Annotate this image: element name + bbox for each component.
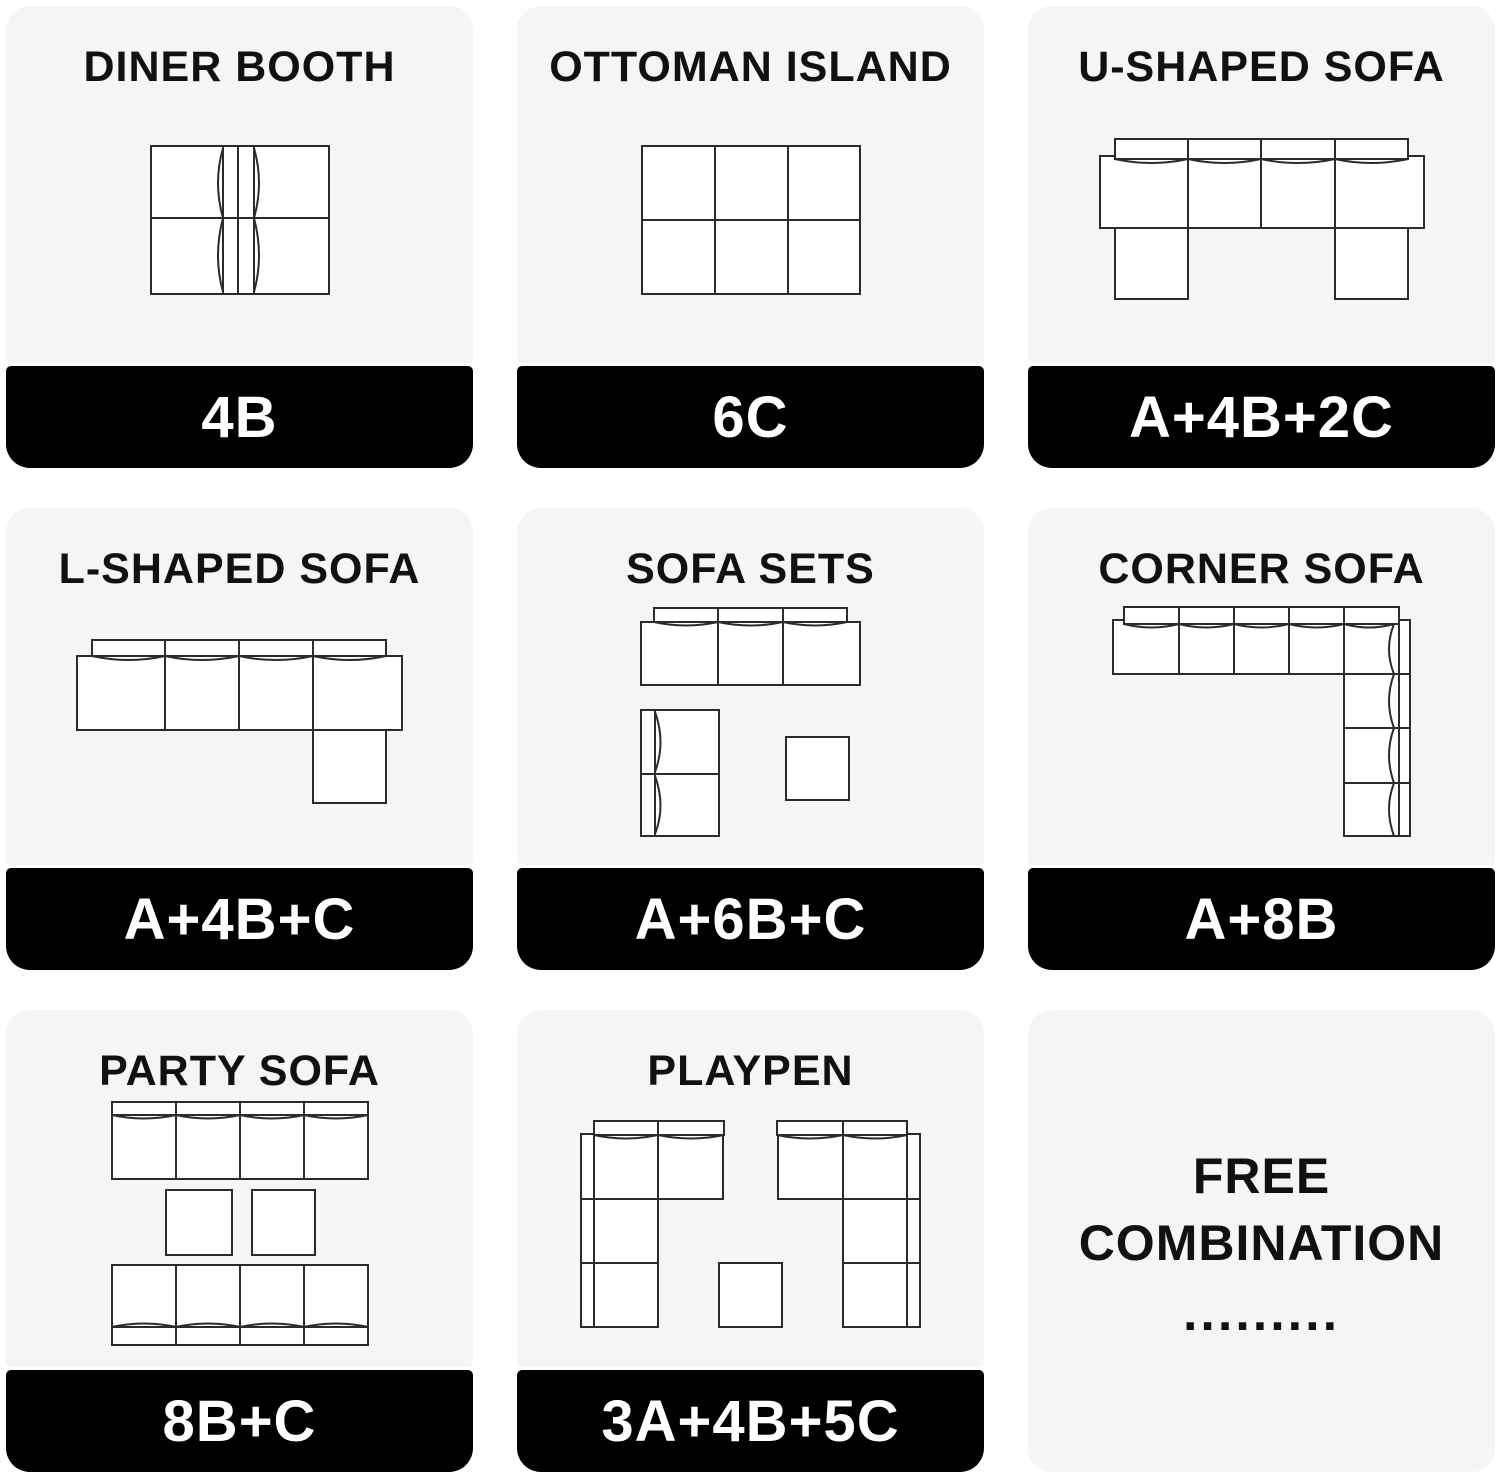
free-combination-dots: ......... [1182,1284,1341,1342]
combination-code-banner [6,1370,473,1472]
card-title: OTTOMAN ISLAND [549,43,952,91]
combination-code-banner [6,868,473,970]
card-body [1028,6,1495,363]
card-body [517,6,984,363]
card-title: CORNER SOFA [1098,545,1425,593]
u-shaped-sofa-diagram [1098,137,1426,302]
card-body [6,508,473,865]
card-title: U-SHAPED SOFA [1078,43,1445,91]
card-party-sofa [6,1010,473,1472]
diagram-wrap [517,594,984,865]
card-body [6,6,473,363]
corner-sofa-diagram [1111,605,1412,838]
combination-code: 6C [712,384,789,450]
combination-code: A+8B [1184,886,1339,952]
card-diner-booth [6,6,473,468]
diner-booth-diagram [149,144,331,296]
card-body [1028,508,1495,865]
combination-code: 3A+4B+5C [601,1388,900,1454]
combination-code: A+6B+C [634,886,867,952]
card-body [6,1010,473,1367]
combination-code-banner [6,366,473,468]
combination-code: A+4B+2C [1129,384,1394,450]
card-title: L-SHAPED SOFA [58,545,421,593]
diagram-wrap [1028,594,1495,865]
sofa-sets-diagram [639,606,862,838]
card-corner-sofa [1028,508,1495,970]
card-l-shaped-sofa [6,508,473,970]
diagram-wrap [6,594,473,865]
diagram-wrap [517,1096,984,1367]
card-ottoman-island [517,6,984,468]
free-combination-line2: COMBINATION [1078,1215,1445,1271]
combination-code-banner [517,868,984,970]
combination-code-banner [1028,366,1495,468]
diagram-wrap [6,92,473,363]
combination-code-banner [1028,868,1495,970]
card-title: DINER BOOTH [83,43,396,91]
card-free-combination [1028,1010,1495,1472]
free-combination-title [1079,1143,1445,1277]
combination-code-banner [517,366,984,468]
card-title: PLAYPEN [647,1047,854,1095]
diagram-wrap [6,1096,473,1367]
diagram-wrap [1028,92,1495,363]
card-playpen [517,1010,984,1472]
card-u-shaped-sofa [1028,6,1495,468]
ottoman-island-diagram [640,144,862,296]
combination-code: A+4B+C [123,886,356,952]
combination-code: 8B+C [162,1388,317,1454]
card-body [517,508,984,865]
party-sofa-diagram [110,1100,370,1347]
playpen-diagram [579,1119,922,1329]
card-title: SOFA SETS [626,545,875,593]
combination-code: 4B [201,384,278,450]
free-combination-line1: FREE [1192,1148,1331,1204]
card-sofa-sets [517,508,984,970]
combination-code-banner [517,1370,984,1472]
card-title: PARTY SOFA [99,1047,380,1095]
diagram-wrap [517,92,984,363]
card-body [517,1010,984,1367]
l-shaped-sofa-diagram [75,638,404,805]
